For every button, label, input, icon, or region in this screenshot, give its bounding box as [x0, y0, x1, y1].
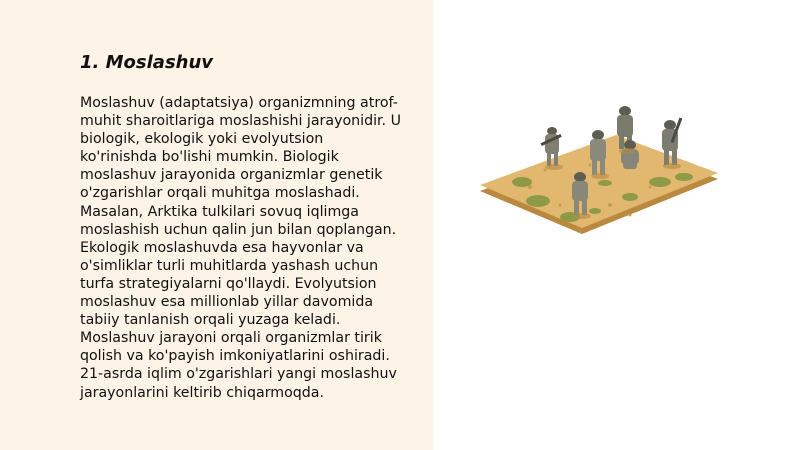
body-line: moslashuv jarayonida organizmlar genetik	[80, 167, 383, 184]
body-line: moslashuv esa millionlab yillar davomida	[80, 294, 374, 311]
body-line: Ekologik moslashuvda esa hayvonlar va	[80, 239, 364, 256]
body-line: Masalan, Arktika tulkilari sovuq iqlimga	[80, 203, 359, 220]
slide-heading: 1. Moslashuv	[80, 52, 214, 73]
body-line: moslashish uchun qalin jun bilan qoplangan.	[80, 221, 397, 238]
body-line: muhit sharoitlariga moslashishi jarayonidir. U	[80, 113, 401, 130]
body-line: turfa strategiyalarni qo'llaydi. Evolyutsion	[80, 275, 377, 292]
body-line: o'simliklar turli muhitlarda yashash uchun	[80, 257, 379, 274]
body-line: jarayonlarini keltirib chiqarmoqda.	[80, 384, 324, 401]
body-line: Moslashuv (adaptatsiya) organizmning atrof-	[80, 95, 398, 111]
miniature-soldiers-image	[470, 95, 730, 245]
body-line: tabiiy tanlanish orqali yuzaga keladi.	[80, 312, 341, 329]
body-line: ko'rinishda bo'lishi mumkin. Biologik	[80, 149, 339, 166]
body-line: 21-asrda iqlim o'zgarishlari yangi moslashuv	[80, 366, 397, 383]
body-line: biologik, ekologik yoki evolyutsion	[80, 131, 324, 148]
slide-body-text	[80, 94, 426, 402]
body-line: qolish va ko'payish imkoniyatlarini oshiradi.	[80, 348, 390, 365]
body-line: o'zgarishlar orqali muhitga moslashadi.	[80, 185, 360, 202]
body-line: Moslashuv jarayoni orqali organizmlar tirik	[80, 330, 382, 347]
